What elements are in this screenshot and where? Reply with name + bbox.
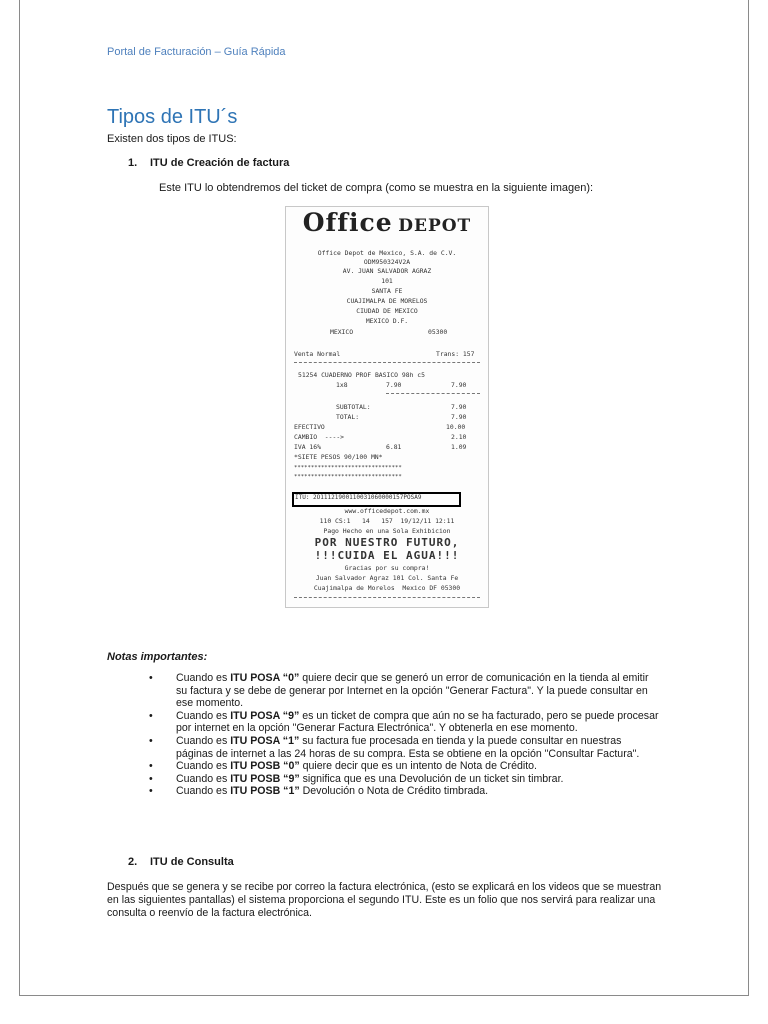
receipt-company-line: CUAJIMALPA DE MORELOS (346, 297, 428, 305)
receipt-country: MEXICO (330, 328, 354, 336)
note-text: Cuando es (176, 772, 231, 785)
note-code: ITU POSA “0” (230, 672, 300, 684)
receipt-subtotal-label: SUBTOTAL: (336, 403, 371, 411)
receipt-made-line: Pago Hecho en una Sola Exhibicion (323, 527, 451, 535)
notes-list-item (149, 760, 661, 773)
receipt-slogan-2: !!!CUIDA EL AGUA!!! (314, 549, 460, 562)
notes-list-item (149, 735, 661, 760)
bullet-icon: • (149, 772, 153, 785)
note-code: ITU POSA “1” (230, 734, 300, 747)
receipt-image (285, 206, 489, 608)
note-code: ITU POSA “9” (230, 709, 300, 722)
receipt-tax: 1.09 (451, 443, 467, 451)
receipt-divider (294, 597, 480, 598)
notes-list-item (149, 785, 661, 798)
receipt-trans: Trans: 157 (436, 350, 475, 358)
section1-title: ITU de Creación de factura (150, 157, 290, 169)
note-text: Cuando es (176, 785, 231, 798)
receipt-company-line: AV. JUAN SALVADOR AGRAZ (342, 267, 432, 275)
section2-number: 2. (128, 856, 138, 868)
receipt-postal-code: 05300 (428, 328, 448, 336)
logo-main: Office (302, 208, 393, 237)
receipt-thanks: Gracias por su compra! (344, 564, 430, 572)
receipt-address-1: Juan Salvador Agraz 101 Col. Santa Fe (315, 574, 459, 582)
page-title: Tipos de ITU´s (107, 106, 238, 128)
receipt-tax-base: 6.81 (386, 443, 402, 451)
notes-list-item (149, 710, 661, 735)
receipt-slogan-1: POR NUESTRO FUTURO, (314, 536, 460, 549)
notes-list-item (149, 672, 661, 710)
notes-title: Notas importantes: (107, 651, 208, 663)
section2-title: ITU de Consulta (150, 856, 234, 868)
note-text: quiere decir que se generó un error de comunicación en la tienda al emitir su factura y se debe de generar por Internet en la opción "Generar Factura". Y la puede consultar en ese momento. (176, 672, 649, 710)
note-code: ITU POSB “0” (230, 760, 300, 773)
receipt-company-line: SANTA FE (371, 287, 403, 295)
receipt-website: www.officedepot.com.mx (344, 507, 430, 515)
receipt-change-label: CAMBIO ----> (294, 433, 345, 441)
receipt-divider (386, 393, 480, 394)
receipt-divider (294, 362, 480, 363)
receipt-itu-code: ITU: 2O11121900110031060000157POSA9 (295, 494, 422, 501)
receipt-line-total: 7.90 (451, 381, 467, 389)
note-text: significa que es una Devolución de un ticket sin timbrar. (299, 772, 564, 785)
section1-description: Este ITU lo obtendremos del ticket de compra (como se muestra en la siguiente imagen): (159, 182, 594, 194)
page-border-bottom (19, 995, 749, 996)
note-text: Cuando es (176, 734, 231, 747)
bullet-icon: • (149, 760, 153, 773)
logo-sub: DEPOT (398, 216, 472, 236)
note-text: quiere decir que es un intento de Nota de Crédito. (299, 760, 537, 773)
receipt-address-2: Cuajimalpa de Morelos Mexico DF 05300 (313, 584, 461, 592)
section1-number: 1. (128, 157, 138, 169)
receipt-company-line: MEXICO D.F. (365, 317, 409, 325)
section2-heading (128, 856, 234, 868)
note-text: Cuando es (176, 709, 231, 722)
document-header: Portal de Facturación – Guía Rápida (107, 46, 286, 58)
receipt-change: 2.10 (451, 433, 467, 441)
receipt-unit-price: 7.90 (386, 381, 402, 389)
page-border-right (748, 0, 749, 995)
receipt-store-line: 110 CS:1 14 157 19/12/11 12:11 (319, 517, 455, 525)
receipt-amount-words: *SIETE PESOS 90/100 MN* (294, 453, 383, 461)
notes-list-item (149, 773, 661, 786)
note-code: ITU POSB “9” (230, 772, 300, 785)
notes-list (149, 672, 661, 798)
section1-heading (128, 157, 289, 169)
receipt-sale-type: Venta Normal (294, 350, 341, 358)
intro-text: Existen dos tipos de ITUS: (107, 133, 237, 145)
receipt-total-label: TOTAL: (336, 413, 360, 421)
receipt-qty: 1x8 (336, 381, 348, 389)
note-code: ITU POSB “1” (230, 785, 300, 798)
receipt-subtotal: 7.90 (451, 403, 467, 411)
receipt-company-line: CIUDAD DE MEXICO (356, 307, 418, 315)
note-text: Cuando es (176, 760, 231, 773)
bullet-icon: • (149, 734, 153, 747)
receipt-stars: ******************************** (294, 465, 402, 471)
receipt-company-line: ODM950324V2A (363, 258, 411, 266)
bullet-icon: • (149, 709, 153, 722)
receipt-item: 51254 CUADERNO PROF BASICO 98h c5 (298, 371, 425, 379)
receipt-total: 7.90 (451, 413, 467, 421)
note-text: Cuando es (176, 672, 231, 684)
receipt-company-line: 101 (381, 277, 393, 285)
note-text: su factura fue procesada en tienda y la puede consultar en nuestras páginas de internet a las 24 horas de su compra. Esta se obtiene en la opción "Consultar Factura". (176, 734, 640, 760)
receipt-company-line: Office Depot de Mexico, S.A. de C.V. (317, 249, 457, 257)
receipt-tax-label: IVA 16% (294, 443, 321, 451)
receipt-cash-label: EFECTIVO (294, 423, 325, 431)
section2-paragraph: Después que se genera y se recibe por correo la factura electrónica, (esto se explicará en los videos que se muestran en las siguientes pantallas) el sistema proporciona el segundo ITU. Este es un folio que nos servirá para realizar una consulta o reenvío de la factura electrónica. (107, 881, 662, 919)
page-border-left (19, 0, 20, 995)
receipt-stars: ******************************** (294, 474, 402, 480)
bullet-icon: • (149, 785, 153, 798)
office-depot-logo (286, 208, 488, 237)
receipt-cash: 10.00 (446, 423, 466, 431)
bullet-icon: • (149, 672, 153, 684)
note-text: Devolución o Nota de Crédito timbrada. (299, 785, 489, 798)
note-text: es un ticket de compra que aún no se ha facturado, pero se puede procesar por internet en la opción "Generar Factura Electrónica". Y obtenerla en ese momento. (176, 709, 659, 735)
